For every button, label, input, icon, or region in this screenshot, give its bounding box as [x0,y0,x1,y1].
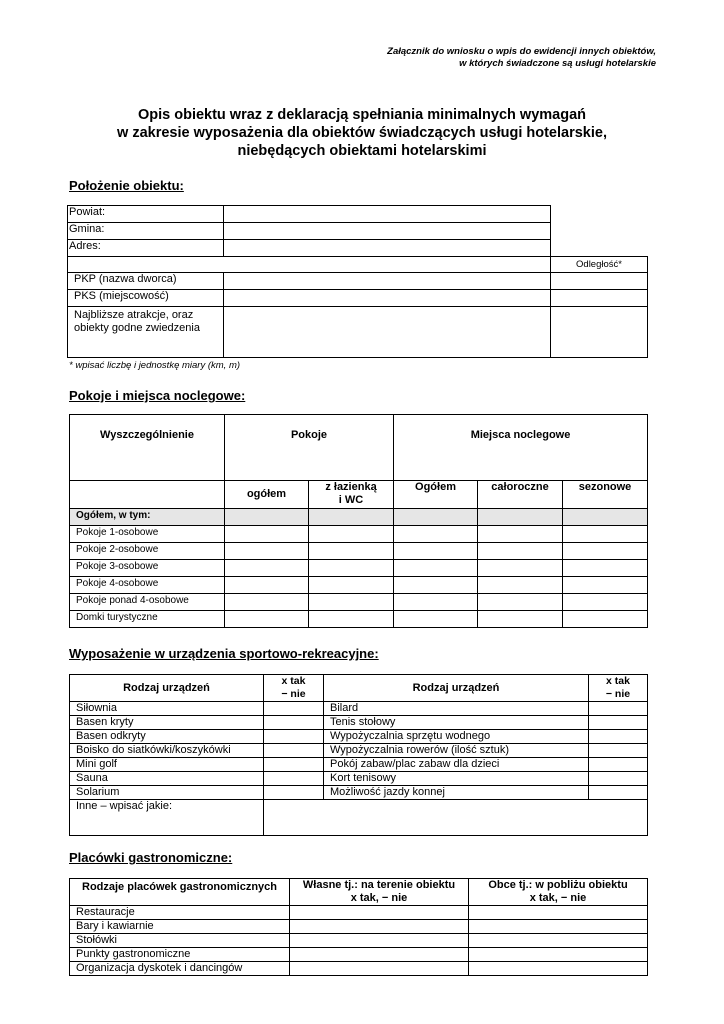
location-heading: Położenie obiektu: [69,178,184,193]
annex-line-1: Załącznik do wniosku o wpis do ewidencji innych obiektów, [387,46,656,57]
mark-line-1: x tak [606,675,630,687]
gastro-col-type-header: Rodzaje placówek gastronomicznych [70,879,290,906]
equipment-left-label: Boisko do siatkówki/koszykówki [70,744,264,758]
col-spec-header: Wyszczególnienie [70,415,225,481]
mark-line-1: x tak [281,675,306,687]
attractions-input[interactable] [224,307,551,358]
table-row [70,934,648,948]
mark-line-2: − nie [605,688,631,700]
equipment-right-label: Wypożyczalnia sprzętu wodnego [324,730,589,744]
table-row [70,786,648,800]
table-row [70,800,648,836]
table-row [70,526,648,543]
distance-footnote: * wpisać liczbę i jednostkę miary (km, m) [69,360,241,371]
table-row [70,906,648,920]
table-row [70,702,648,716]
title-line-1: Opis obiektu wraz z deklaracją spełniania minimalnych wymagań [137,107,587,123]
table-row [70,730,648,744]
sub-beds-total-header: Ogółem [394,481,478,509]
row-label: Pokoje 3-osobowe [70,560,225,577]
equipment-right-label: Możliwość jazdy konnej [324,786,589,800]
table-row [70,594,648,611]
gastro-col-own-header [290,879,469,906]
equipment-left-label: Siłownia [70,702,264,716]
equipment-left-label: Sauna [70,772,264,786]
row-label: Pokoje ponad 4-osobowe [70,594,225,611]
pkp-label: PKP (nazwa dworca) [68,273,224,290]
attractions-distance-input[interactable] [551,307,648,358]
pkp-input[interactable] [224,273,551,290]
row-label: Pokoje 1-osobowe [70,526,225,543]
equipment-other-label: Inne – wpisać jakie: [70,800,264,836]
annex-note [387,46,656,70]
gmina-input[interactable] [224,223,551,240]
table-row [70,543,648,560]
sub-total-header: ogółem [225,481,309,509]
col-beds-header: Miejsca noclegowe [394,415,648,481]
table-row [70,920,648,934]
table-row [70,962,648,976]
gastro-row-label: Organizacja dyskotek i dancingów [70,962,290,976]
annex-line-2: w których świadczone są usługi hotelarskie [459,58,656,69]
equipment-table [69,674,648,836]
gmina-label: Gmina: [68,223,224,240]
table-row [70,560,648,577]
pks-input[interactable] [224,290,551,307]
gastro-heading: Placówki gastronomiczne: [69,850,233,865]
adres-label: Adres: [68,240,224,257]
gastro-table [69,878,648,976]
ext-line-1: Obce tj.: w pobliżu obiektu [488,879,628,891]
equipment-right-label: Pokój zabaw/plac zabaw dla dzieci [324,758,589,772]
pks-distance-input[interactable] [551,290,648,307]
ext-line-2: x tak, − nie [529,892,587,904]
table-row [70,716,648,730]
pkp-distance-input[interactable] [551,273,648,290]
attractions-label [68,307,224,358]
title-line-2: w zakresie wyposażenia dla obiektów świadczących usługi hotelarskie, [117,125,607,141]
table-row [70,577,648,594]
sub-yearround-header: całoroczne [478,481,563,509]
row-label: Domki turystyczne [70,611,225,628]
row-label: Pokoje 2-osobowe [70,543,225,560]
sub-seasonal-header: sezonowe [563,481,648,509]
attractions-line-2: obiekty godne zwiedzenia [74,322,200,334]
sub-bath-line-1: z łazienką [325,481,377,493]
pks-label: PKS (miejscowość) [68,290,224,307]
row-label: Pokoje 4-osobowe [70,577,225,594]
col-type-header-left: Rodzaj urządzeń [70,675,264,702]
powiat-label: Powiat: [68,206,224,223]
table-row [70,611,648,628]
col-rooms-header: Pokoje [225,415,394,481]
gastro-row-label: Bary i kawiarnie [70,920,290,934]
table-row [70,948,648,962]
gastro-row-label: Restauracje [70,906,290,920]
equipment-other-input[interactable] [264,800,648,836]
sub-bath-line-2: i WC [338,494,364,506]
sub-bath-header [309,481,394,509]
equipment-left-label: Basen kryty [70,716,264,730]
equipment-left-label: Basen odkryty [70,730,264,744]
col-mark-header-right [589,675,648,702]
mark-line-2: − nie [281,688,306,700]
table-row [70,744,648,758]
attractions-line-1: Najbliższe atrakcje, oraz [74,309,194,321]
gastro-row-label: Punkty gastronomiczne [70,948,290,962]
row-label: Ogółem, w tym: [70,509,225,526]
powiat-input[interactable] [224,206,551,223]
equipment-right-label: Wypożyczalnia rowerów (ilość sztuk) [324,744,589,758]
adres-input[interactable] [224,240,551,257]
own-line-1: Własne tj.: na terenie obiektu [302,879,456,891]
equipment-heading: Wyposażenie w urządzenia sportowo-rekreacyjne: [69,646,379,661]
equipment-right-label: Bilard [324,702,589,716]
gastro-col-ext-header [469,879,648,906]
gastro-row-label: Stołówki [70,934,290,948]
equipment-right-label: Tenis stołowy [324,716,589,730]
location-table [67,205,648,358]
rooms-heading: Pokoje i miejsca noclegowe: [69,388,246,403]
table-row [70,758,648,772]
col-type-header-right: Rodzaj urządzeń [324,675,589,702]
rooms-table [69,414,648,628]
table-row [70,772,648,786]
title-line-3: niebędących obiektami hotelarskimi [237,143,487,159]
col-mark-header-left [264,675,324,702]
table-row [70,509,648,526]
document-title [0,106,724,160]
equipment-right-label: Kort tenisowy [324,772,589,786]
distance-header: Odległość* [551,257,648,273]
equipment-left-label: Solarium [70,786,264,800]
own-line-2: x tak, − nie [350,892,408,904]
equipment-left-label: Mini golf [70,758,264,772]
